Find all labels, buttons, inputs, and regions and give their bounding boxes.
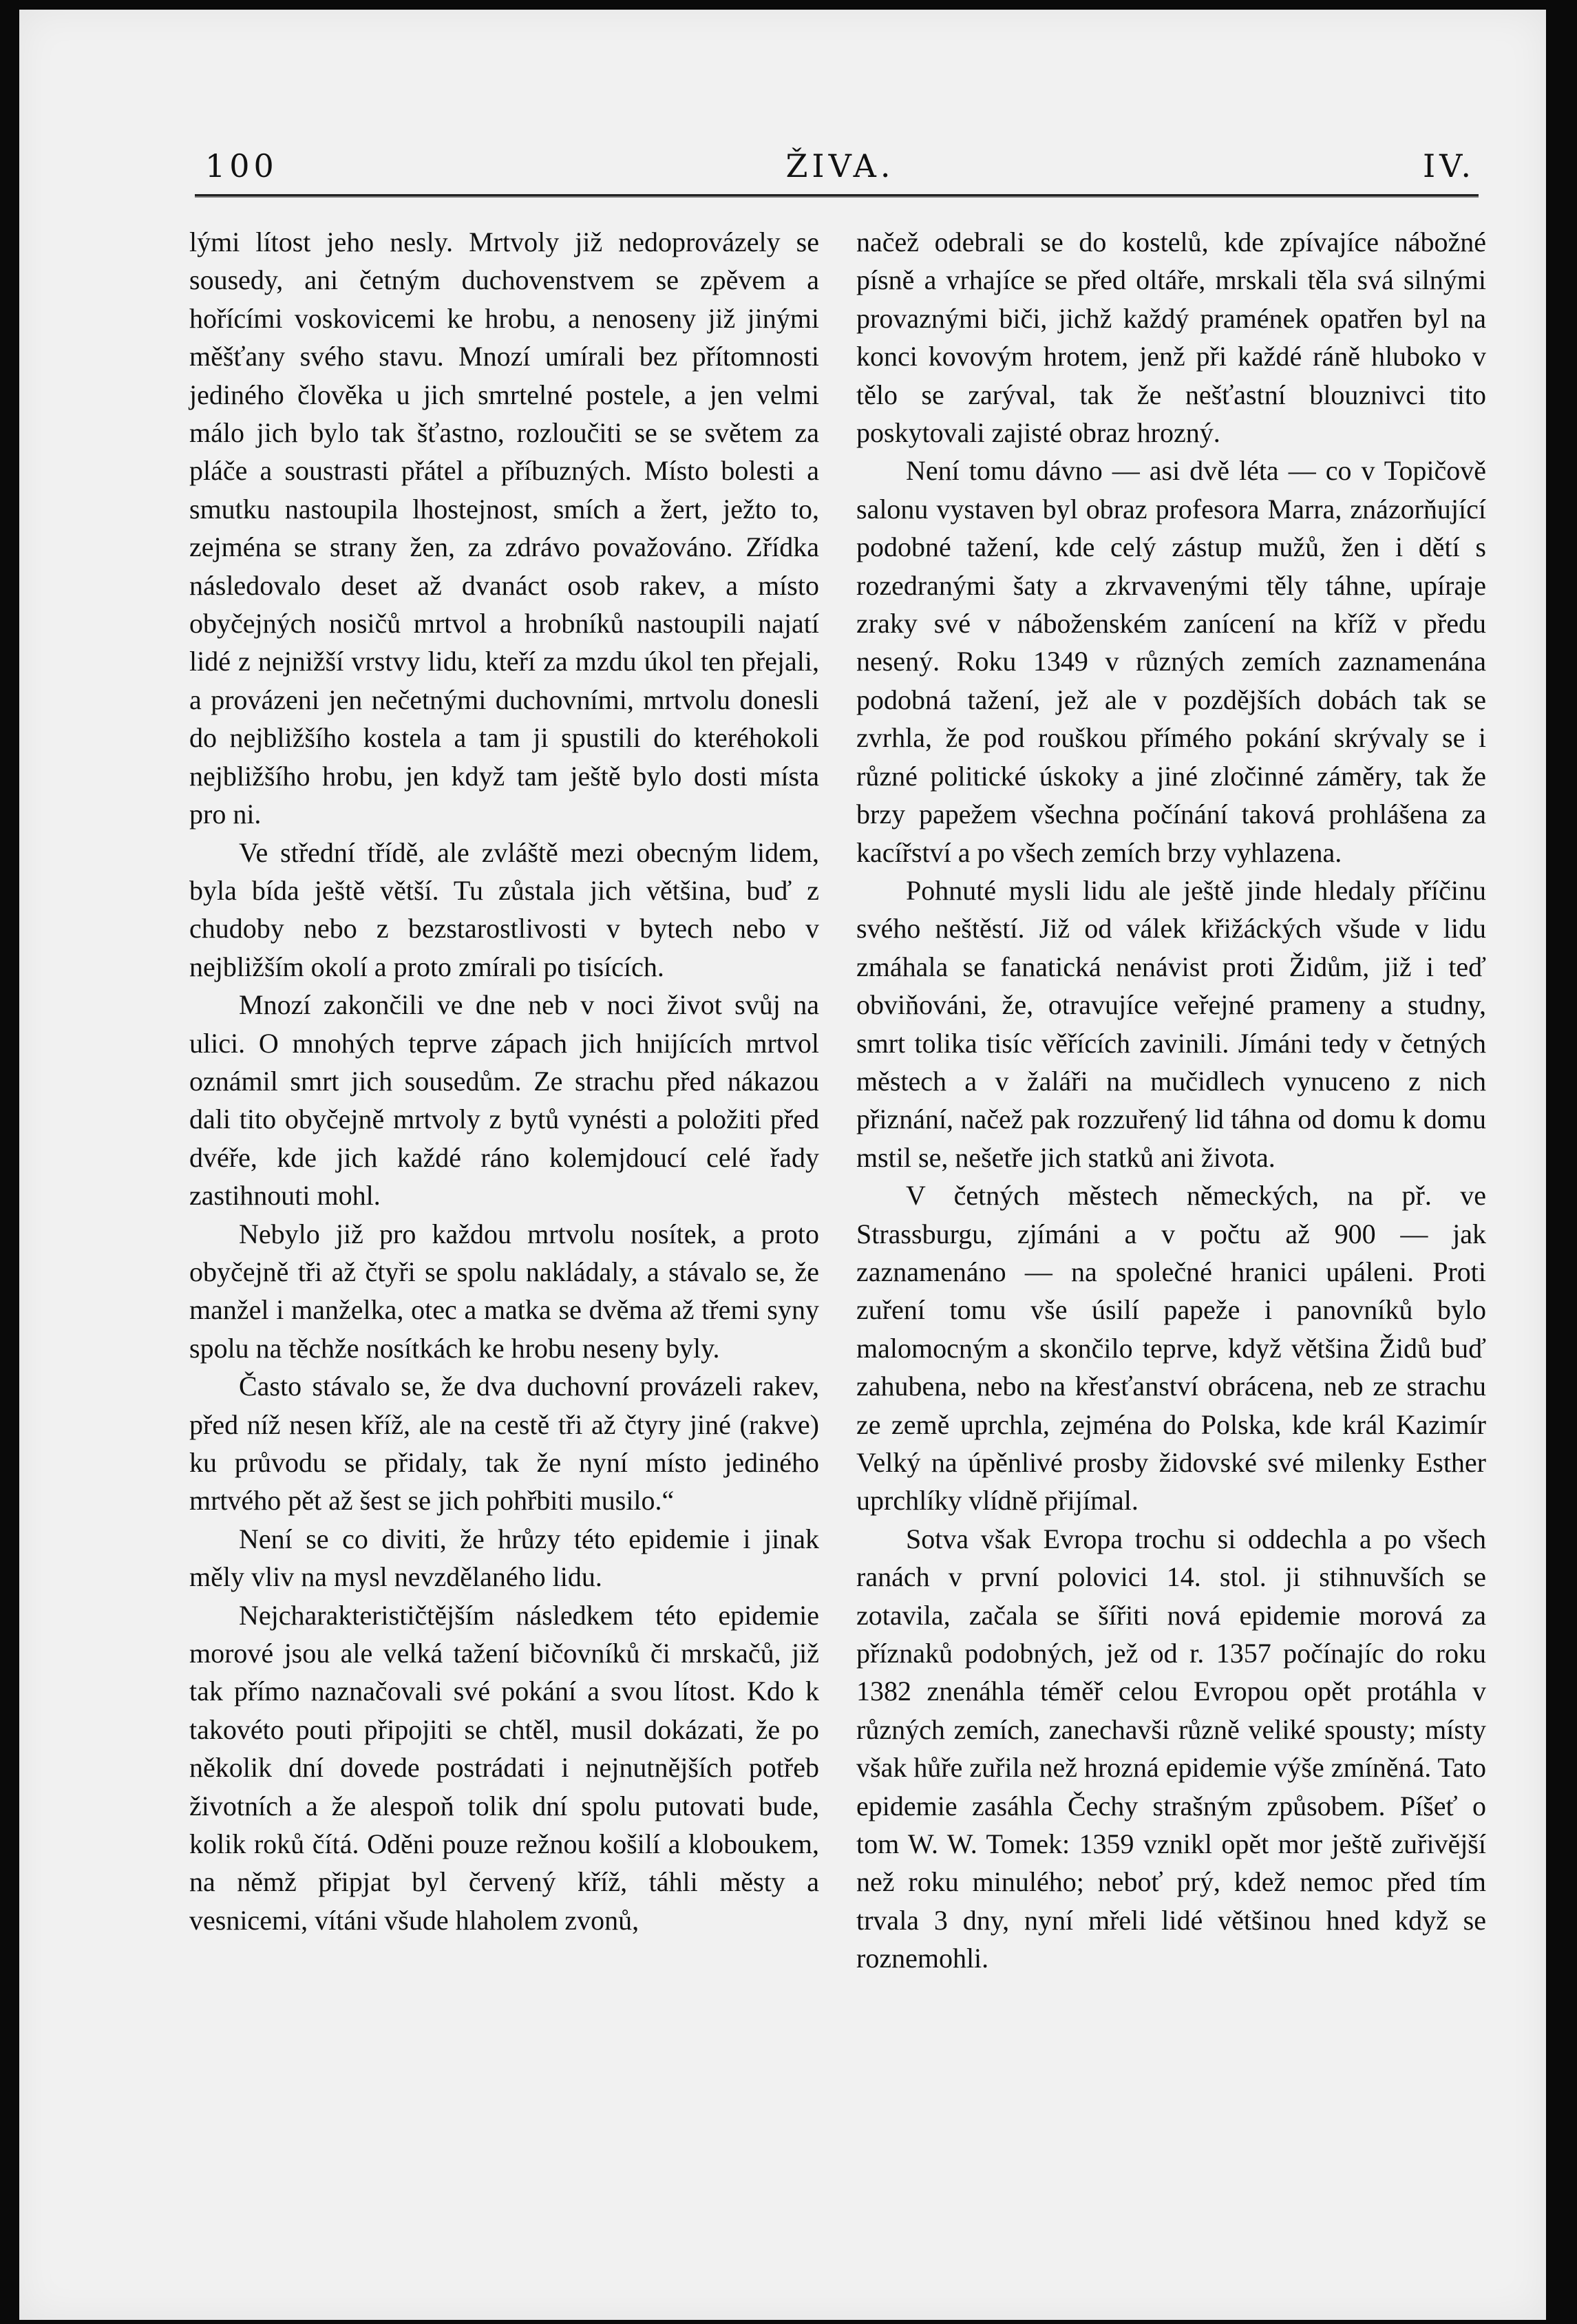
paragraph: V četných městech německých, na př. ve Strassburgu, zjímáni a v počtu až 900 — jak zaznamenáno — na společné hranici upáleni. Proti zuření tomu vše úsilí papeže i panovníků bylo malomocným a skončilo teprve, když většina Židů buď zahubena, nebo na křesťanství obrácena, neb ze strachu ze země uprchla, zejména do Polska, kde král Kazimír Velký na úpěnlivé prosby židovské své milenky Esther uprchlíky vlídně přijímal.	[856, 1180, 1486, 1517]
paragraph: načež odebrali se do kostelů, kde zpívajíce nábožné písně a vrhajíce se před oltáře, mrskali těla svá silnými provaznými biči, jichž každý pramének opatřen byl na konci kovovým hrotem, jenž při každé ráně hluboko v tělo se zarýval, tak že nešťastní blouznivci tito poskytovali zajisté obraz hrozný.	[856, 226, 1486, 449]
paragraph: Nebylo již pro každou mrtvolu nosítek, a proto obyčejně tři až čtyři se spolu nakládaly, a stávalo se, že manžel i manželka, otec a matka se dvěma až třemi syny spolu na těchže nosítkách ke hrobu neseny byly.	[189, 1218, 819, 1364]
paragraph: lými lítost jeho nesly. Mrtvoly již nedoprovázely se sousedy, ani četným duchovenstvem se zpěvem a hořícími voskovicemi ke hrobu, a nenoseny již jinými měšťany svého stavu. Mnozí umírali bez přítomnosti jediného člověka u jich smrtelné postele, a jen velmi málo jich bylo tak šťastno, rozloučiti se se světem za pláče a soustrasti přátel a příbuzných. Místo bolesti a smutku nastoupila lhostejnost, smích a žert, ježto to, zejména se strany žen, za zdrávo považováno. Zřídka následovalo deset až dvanáct osob rakev, a místo obyčejných nosičů mrtvol a hrobníků nastoupili najatí lidé z nejnižší vrstvy lidu, kteří za mzdu úkol ten přejali, a provázeni jen nečetnými duchovními, mrtvolu donesli do nejbližšího kostela a tam ji spustili do kteréhokoli nejbližšího hrobu, jen když tam ještě bylo dosti místa pro ni.	[189, 226, 819, 830]
running-header	[205, 147, 1475, 189]
paragraph: Často stávalo se, že dva duchovní provázeli rakev, před níž nesen kříž, ale na cestě tři až čtyry jiné (rakve) ku průvodu se přidaly, tak že nyní místo jediného mrtvého pět až šest se jich pohřbiti musilo.“	[189, 1371, 819, 1517]
paragraph: Nejcharakterističtějším následkem této epidemie morové jsou ale velká tažení bičovníků či mrskačů, již tak přímo naznačovali své pokání a svou lítost. Kdo k takovéto pouti připojiti se chtěl, musil dokázati, že po několik dní dovede postrádati i nejnutnějších potřeb životních a že alespoň tolik dní spolu putovati bude, kolik roků čítá. Oděni pouze režnou košilí a kloboukem, na němž připjat byl červený kříž, táhli městy a vesnicemi, vítáni všude hlaholem zvonů,	[189, 1599, 819, 1936]
paragraph: Sotva však Evropa trochu si oddechla a po všech ranách v první polovici 14. stol. ji stihnuvších se zotavila, začala se šířiti nová epidemie morová za příznaků podobných, jež od r. 1357 počínajíc do roku 1382 znenáhla téměř celou Evropou opět protáhla v různých zemích, zanechavši různě veliké spousty; místy však hůře zuřila než hrozná epidemie výše zmíněná. Tato epidemie zasáhla Čechy strašným způsobem. Píšeť o tom W. W. Tomek: 1359 vznikl opět mor ještě zuřivější než roku minulého; neboť prý, kdež nemoc před tím trvala 3 dny, nyní mřeli lidé většinou hned když se roznemohli.	[856, 1523, 1486, 1974]
volume-number: IV.	[1423, 147, 1475, 184]
left-column	[189, 223, 819, 1939]
journal-title: ŽIVA.	[785, 147, 895, 184]
header-rule	[195, 194, 1479, 198]
right-column	[856, 223, 1486, 1978]
book-page	[19, 10, 1546, 2320]
paragraph: Pohnuté mysli lidu ale ještě jinde hledaly příčinu svého neštěstí. Již od válek křižáckých všude v lidu zmáhala se fanatická nenávist proti Židům, již i teď obviňováni, že, otravujíce veřejné prameny a studny, smrt tolika tisíc věřících zavinili. Jímáni tedy v četných městech a v žaláři na mučidlech vynuceno z nich přiznání, načež pak rozzuřený lid táhna od domu k domu mstil se, nešetře jich statků ani života.	[856, 874, 1486, 1173]
paragraph: Mnozí zakončili ve dne neb v noci život svůj na ulici. O mnohých teprve zápach jich hnijících mrtvol oznámil smrt jich sousedům. Ze strachu před nákazou dali tito obyčejně mrtvoly z bytů vynésti a položiti před dvéře, kde jich každé ráno kolemjdoucí celé řady zastihnouti mohl.	[189, 989, 819, 1212]
paragraph: Není se co diviti, že hrůzy této epidemie i jinak měly vliv na mysl nevzdělaného lidu.	[189, 1523, 819, 1593]
paragraph: Není tomu dávno — asi dvě léta — co v Topičově salonu vystaven byl obraz profesora Marra, znázorňující podobné tažení, kde celý zástup mužů, žen i dětí s rozedranými šaty a zkrvavenými těly táhne, upíraje zraky své v náboženském zanícení na kříž v předu nesený. Roku 1349 v různých zemích zaznamenána podobná tažení, jež ale v pozdějších dobách tak se zvrhla, že pod rouškou přímého pokání skrývaly se i různé politické úskoky a jiné zločinné záměry, tak že brzy papežem všechna počínání taková prohlášena za kacířství a po všech zemích brzy vyhlazena.	[856, 455, 1486, 868]
page-number: 100	[205, 147, 278, 184]
paragraph: Ve střední třídě, ale zvláště mezi obecným lidem, byla bída ještě větší. Tu zůstala jich většina, buď z chudoby nebo z bezstarostlivosti v bytech nebo v nejbližším okolí a proto zmírali po tisících.	[189, 836, 819, 982]
